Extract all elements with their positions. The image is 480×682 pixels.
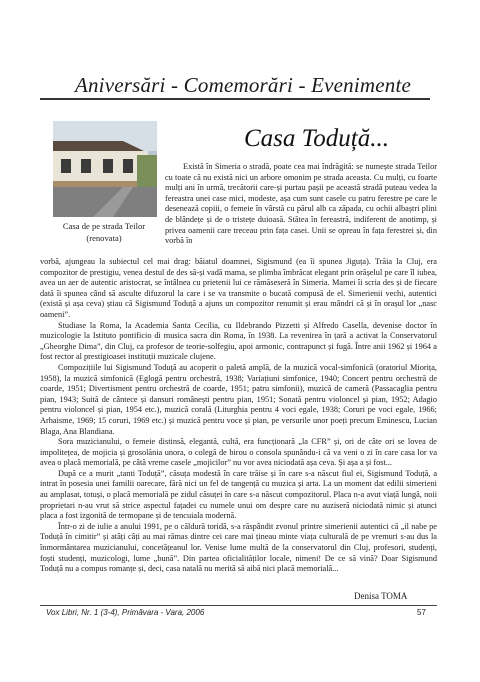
journal-issue: Vox Libri, Nr. 1 (3-4), Primăvara - Vara, 2006 [46,608,205,617]
section-title: Aniversări - Comemorări - Evenimente [74,73,412,97]
paragraph-2: Studiase la Roma, la Academia Santa Cecilia, cu Ildebrando Pizzetti și Alfredo Casella, devenise doctor în muzicologie la Istituto pontificio di musica sacra din Roma, în 1938. La revenirea în țară a activat la Conservatorul „Gheorghe Dima”, din Cluj, ca profesor de teorie-solfegiu, apoi armonic, contrapunct și fugă. Între anii 1962 și 1964 a fost rector al prestigioasei instituții muzicale clujene. [40,320,437,362]
author-signature: Denisa TOMA [354,591,408,601]
house-photo [53,121,157,217]
photo-caption-line2: (renovata) [86,232,122,243]
paragraph-4: Sora muzicianului, o femeie distinsă, elegantă, cultă, era funcționară „la CFR” și, ori de câte ori se lovea de impolitețea, de mojicia și grosolănia unora, o colegă de birou o consola spunându-i că va veni o zi în care casa lor va avea o placă memorială, pe câtă vreme casele „mojicilor” nu vor avea niciodată așa ceva. Și așa a și fost... [40,437,437,468]
section-rule [40,98,430,100]
paragraph-1: vorbă, ajungeau la subiectul cel mai drag: băiatul doamnei, Sigismund (ea îi spunea Jiguța). Trăia la Cluj, era compozitor de prestigiu, venea destul de des să-și vadă mama, se plimba îmbrăcat elegant prin orășelul pe care îl iubea, avea un aer de autentic aristocrat, se întâlnea cu prietenii lui ce rămăseseră în Simeria. Mamei îi scria des și de fiecare dată îi spunea când să asculte difuzorul la care i se va transmite o bucată compusă de el. Simerienii vechi, autentici (există și așa ceva) știau că Sigismund Toduță a ajuns un compozitor renumit și erau mândri că și în orașul lor „nasc oameni”. [40,257,437,319]
paragraph-6: Într-o zi de iulie a anului 1991, pe o căldură toridă, s-a răspândit zvonul printre simerienii autentici că „il nabe pe Toduță în cimitir” și atâți câți au mai rămas dintre cei care mai țineau minte viața culturală de pe vremuri s-au dus la înmormântarea muzicianului, concetățeanul lor. Venise lume multă de la conservatorul din Cluj, profesori, studenți, foști studenți, muzicologi, lume „bună”. Din partea oficialităților locale, nimeni! De ce să vină? Doar Sigismund Toduță nu a compus romanțe și, deci, casa natală nu merită să aibă nici placă memorială... [40,521,437,574]
page-number: 57 [417,608,426,617]
paragraph-intro: Există în Simeria o stradă, poate cea mai îndrăgită: se numește strada Teilor cu toate că nu există nici un arbore omonim pe strada aceasta. Cu mulți, cu foarte mulți ani în urmă, trecătorii care-și purtau pașii pe această stradă puteau vedea la fereastra unei case mici, modeste, așa cum sunt casele cu patru ferestre pe care le desenează copiii, o femeie în vârstă cu părul alb ca zăpada, cu ochii albaștri plini de blândețe și de o tristețe duioasă. Stătea în fereastră, indiferent de anotimp, și privea oamenii care treceau prin fața casei. Unii se opreau în fața ferestrei și, din vorbă în [165,162,437,246]
footer-rule [40,605,437,606]
paragraph-3: Compozițiile lui Sigismund Toduță au acoperit o paletă amplă, de la muzică vocal-simfonică (oratoriul Miorița, 1958), la muzică simfonică (Eglogă pentru orchestră, 1938; Variațiuni simfonice, 1940; Concert pentru orchestră de coarde, 1951; Divertisment pentru orchestră de coarde, 1951; patru simfonii), muzică de cameră (Passacaglia pentru pian, 1943; Suită de cântece și dansuri românești pentru pian, 1951; Sonată pentru violoncel și pian, 1952; Adagio pentru violoncel și pian, 1954 etc.), muzică corală (Liturghia pentru 4 voci egale, 1938; Coruri pe voci egale, 1966; Arhaisme, 1969; 15 coruri, 1969 etc.) și muzică pentru voce și pian, pe versurile unor poeți precum Eminescu, Lucian Blaga, Ana Blandiana. [40,362,437,436]
article-intro-column [165,162,437,247]
paragraph-5: După ce a murit „tanti Toduță”, căsuța modestă în care trăise și în care s-a născut fiul ei, Sigismund Toduță, a intrat în posesia unei familii oarecare, fără nici un fel de tangență cu muzica și arta. La un moment dat edilii simerieni au amplasat, totuși, o placă memorială pe zidul căsuței în care s-a născut compozitorul. Placa n-a avut viață lungă, noii proprietari n-au vrut să strice aspectul fațadei cu numele unui om despre care nu auziseră niciodată nimic și atunci placa a fost izgonită de termopane și de tencuiala modernă. [40,468,437,521]
house-photo-illustration [53,121,157,217]
article-body [40,257,437,575]
photo-caption [45,221,163,244]
photo-caption-line1: Casa de pe strada Teilor [62,221,146,231]
article-title: Casa Toduță... [244,125,389,152]
